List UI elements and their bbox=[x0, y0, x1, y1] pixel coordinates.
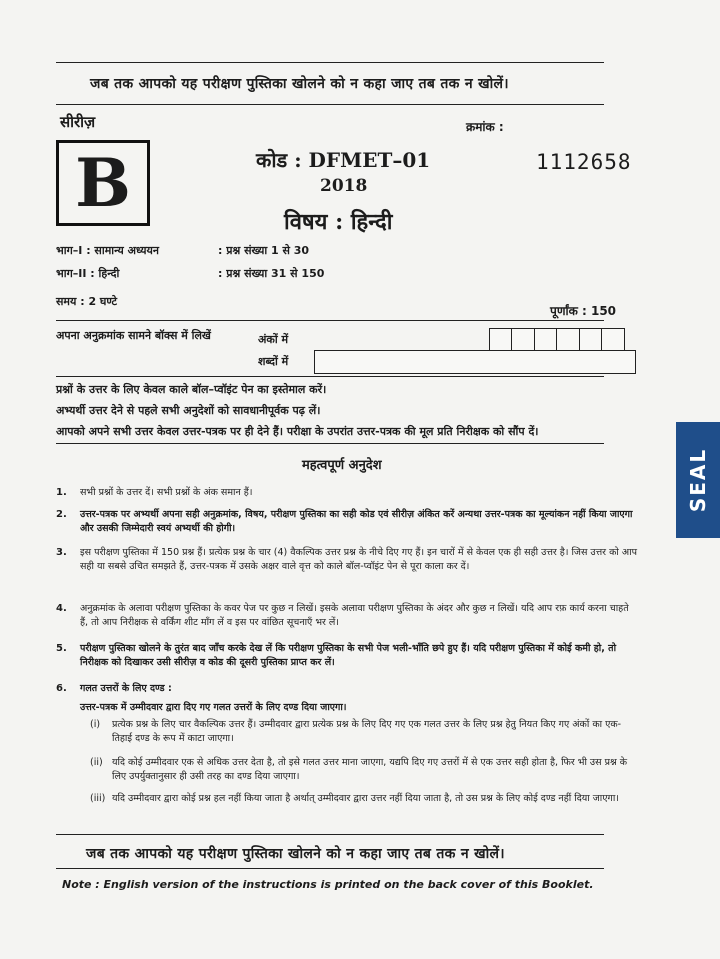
instruction-item: 3. इस परीक्षण पुस्तिका में 150 प्रश्न हैं। प्रत्येक प्रश्न के चार (4) वैकल्पिक उत्तर प्रश्न के नीचे दिए गए हैं। इन चारों में से केवल एक ही सही उत्तर है। जिस उत्तर को आप सही या सबसे उचित समझते हैं, उत्तर-पत्रक में उसके अक्षर वाले वृत्त को काले बॉल-प्वॉइंट पेन से पूरा काला कर दें। bbox=[56, 547, 637, 572]
roll-words-box[interactable] bbox=[314, 350, 636, 374]
seal-label: SEAL bbox=[686, 447, 711, 513]
series-label: सीरीज़ bbox=[60, 113, 96, 131]
instruction-item: 1. सभी प्रश्नों के उत्तर दें। सभी प्रश्नों के अंक समान हैं। bbox=[56, 487, 253, 498]
part-2-label: भाग–II : हिन्दी bbox=[56, 267, 120, 280]
notice-read: अभ्यर्थी उत्तर देने से पहले सभी अनुदेशों को सावधानीपूर्वक पढ़ लें। bbox=[56, 404, 321, 417]
roll-digit-box[interactable] bbox=[489, 328, 513, 352]
top-rule bbox=[56, 62, 604, 63]
roll-digit-box[interactable] bbox=[511, 328, 535, 352]
subject-title: विषय : हिन्दी bbox=[284, 209, 393, 235]
instructions-title: महत्वपूर्ण अनुदेश bbox=[302, 458, 382, 473]
bottom-banner: जब तक आपको यह परीक्षण पुस्तिका खोलने को न कहा जाए तब तक न खोलें। bbox=[86, 846, 505, 862]
max-marks: पूर्णांक : 150 bbox=[550, 304, 617, 318]
roll-digit-boxes[interactable] bbox=[490, 328, 625, 352]
part-1-label: भाग–I : सामान्य अध्ययन bbox=[56, 244, 159, 257]
notice-pen: प्रश्नों के उत्तर के लिए केवल काले बॉल–प्वॉइंट पेन का इस्तेमाल करें। bbox=[56, 383, 327, 396]
penalty-rule: (ii) यदि कोई उम्मीदवार एक से अधिक उत्तर देता है, तो इसे गलत उत्तर माना जाएगा, यद्यपि दिए गए उत्तरों में से एक उत्तर सही होता है, फिर भी उस प्रश्न के लिए उपर्युक्तानुसार ही उसी तरह का दण्ड दिया जाएगा। bbox=[90, 757, 628, 782]
series-letter: B bbox=[75, 144, 131, 222]
penalty-intro: उत्तर-पत्रक में उम्मीदवार द्वारा दिए गए गलत उत्तरों के लिए दण्ड दिया जाएगा। bbox=[80, 702, 347, 713]
bottom-rule-2 bbox=[56, 868, 604, 869]
exam-time: समय : 2 घण्टे bbox=[56, 295, 118, 308]
top-rule-2 bbox=[56, 104, 604, 105]
penalty-rule: (i) प्रत्येक प्रश्न के लिए चार वैकल्पिक उत्तर हैं। उम्मीदवार द्वारा प्रत्येक प्रश्न के लिए दिए गए एक गलत उत्तर के लिए प्रश्न हेतु नियत किए गए अंकों का एक-तिहाई दण्ड के रूप में काटा जाएगा। bbox=[90, 719, 622, 744]
part-1-questions: : प्रश्न संख्या 1 से 30 bbox=[218, 244, 310, 257]
roll-digit-box[interactable] bbox=[556, 328, 580, 352]
roll-digit-box[interactable] bbox=[601, 328, 625, 352]
roll-words-label: शब्दों में bbox=[258, 355, 289, 368]
serial-number: 1112658 bbox=[536, 150, 632, 174]
notice-rule bbox=[56, 376, 604, 377]
notice-rule-2 bbox=[56, 443, 604, 444]
booklet-code: कोड : DFMET–01 bbox=[256, 148, 431, 172]
roll-label: अपना अनुक्रमांक सामने बॉक्स में लिखें bbox=[56, 329, 211, 342]
roll-digits-label: अंकों में bbox=[258, 333, 289, 346]
exam-year: 2018 bbox=[320, 176, 368, 196]
penalty-rule: (iii) यदि उम्मीदवार द्वारा कोई प्रश्न हल नहीं किया जाता है अर्थात् उम्मीदवार द्वारा उत्तर नहीं दिया जाता है, तो उस प्रश्न के लिए कोई दण्ड नहीं दिया जाएगा। bbox=[90, 793, 619, 804]
instruction-item: 4. अनुक्रमांक के अलावा परीक्षण पुस्तिका के कवर पेज पर कुछ न लिखें। इसके अलावा परीक्षण पुस्तिका के अंदर और कुछ न लिखें। यदि आप रफ़ कार्य करना चाहते हैं, तो आप निरीक्षक से वर्किंग शीट माँग लें व इस पर वांछित सूचनाएँ भर लें। bbox=[56, 603, 629, 628]
roll-digit-box[interactable] bbox=[579, 328, 603, 352]
instruction-item: 2. उत्तर-पत्रक पर अभ्यर्थी अपना सही अनुक्रमांक, विषय, परीक्षण पुस्तिका का सही कोड एवं सीरीज़ अंकित करें अन्यथा उत्तर-पत्रक का मूल्यांकन नहीं किया जाएगा और उसकी जिम्मेदारी स्वयं अभ्यर्थी की होगी। bbox=[56, 509, 633, 534]
serial-label: क्रमांक : bbox=[466, 120, 504, 134]
bottom-rule bbox=[56, 834, 604, 835]
roll-digit-box[interactable] bbox=[534, 328, 558, 352]
roll-rule bbox=[56, 320, 604, 321]
instruction-item: 6. गलत उत्तरों के लिए दण्ड : bbox=[56, 683, 172, 694]
top-banner: जब तक आपको यह परीक्षण पुस्तिका खोलने को न कहा जाए तब तक न खोलें। bbox=[90, 76, 509, 92]
english-note: Note : English version of the instructions is printed on the back cover of this Booklet. bbox=[62, 878, 594, 891]
seal-tab bbox=[676, 422, 720, 538]
part-2-questions: : प्रश्न संख्या 31 से 150 bbox=[218, 267, 325, 280]
instruction-item: 5. परीक्षण पुस्तिका खोलने के तुरंत बाद जाँच करके देख लें कि परीक्षण पुस्तिका के सभी पेज भली-भाँति छपे हुए हैं। यदि परीक्षण पुस्तिका में कोई कमी हो, तो निरीक्षक को दिखाकर उसी सीरीज़ व कोड की दूसरी पुस्तिका प्राप्त कर लें। bbox=[56, 643, 617, 668]
series-letter-box bbox=[56, 140, 150, 226]
notice-answer-sheet: आपको अपने सभी उत्तर केवल उत्तर-पत्रक पर ही देने हैं। परीक्षा के उपरांत उत्तर-पत्रक की मूल प्रति निरीक्षक को सौंप दें। bbox=[56, 425, 539, 438]
